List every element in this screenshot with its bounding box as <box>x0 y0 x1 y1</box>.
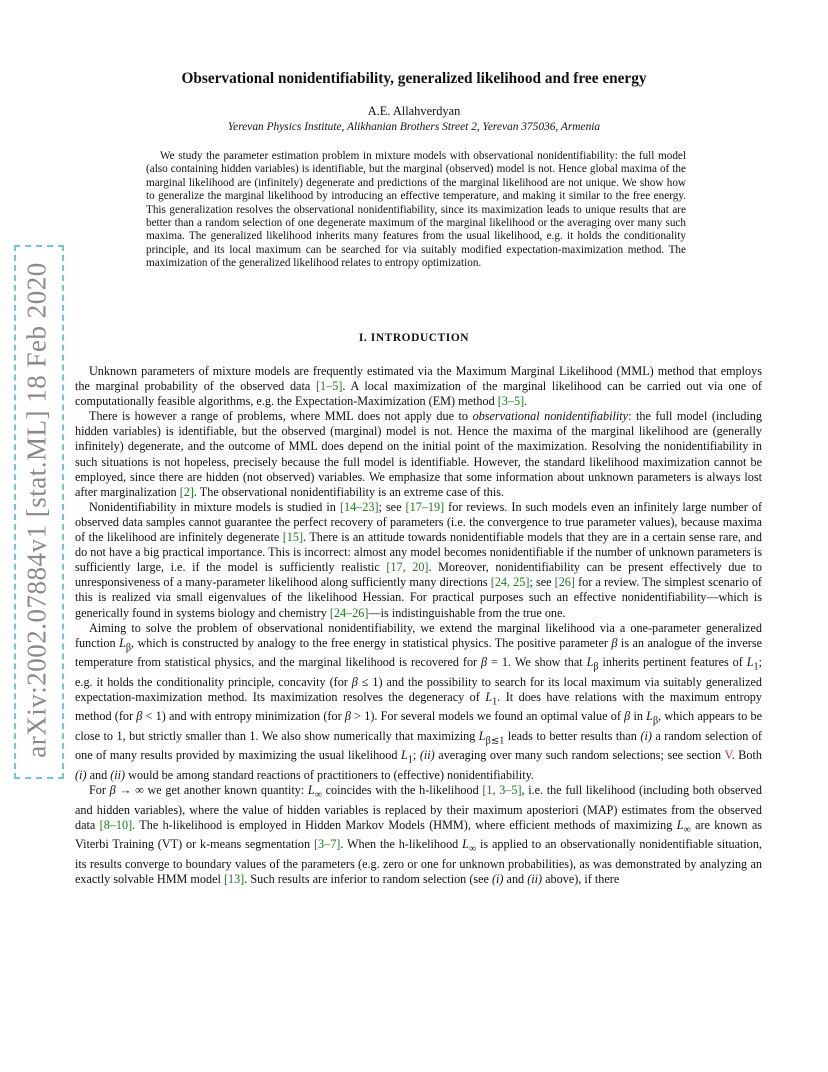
emphasized-text: (i) <box>75 767 87 782</box>
math-subscript: 1 <box>753 661 759 673</box>
emphasized-text: (ii) <box>110 767 126 782</box>
math-subscript: ∞ <box>314 789 322 801</box>
text-run: < 1) and with entropy minimization (for <box>142 709 345 724</box>
citation-link[interactable]: [17–19] <box>405 499 445 514</box>
abstract: We study the parameter estimation problem in mixture models with observational nonidentifiability: the full model (also containing hidden variables) is identifiable, but the marginal (observed) model is not. Hence global maxima of the marginal likelihood are (infinitely) degenerate and predictions of the marginal likelihood are not unique. We show how to generalize the marginal likelihood by introducing an effective temperature, and making it similar to the free energy. This generalization resolves the observational nonidentifiability, since its maximization leads to unique results that are better than a random selection of one degenerate maximum of the marginal likelihood or the averaging over many such maxima. The generalized likelihood inherits many features from the usual likelihood, e.g. it holds the conditionality principle, and its local maximum can be searched for via suitably modified expectation-maximization method. The maximization of the generalized likelihood relates to entropy optimization. <box>146 150 686 270</box>
section-reference-link[interactable]: V <box>724 748 732 763</box>
text-run: averaging over many such random selections; see section <box>434 748 725 763</box>
text-run: → ∞ we get another known quantity: <box>115 783 308 798</box>
emphasized-text: β <box>481 655 488 670</box>
citation-link[interactable]: [1–5] <box>316 379 343 394</box>
math-subscript: β <box>593 661 599 673</box>
text-run: —is indistinguishable from the true one. <box>368 605 566 620</box>
arxiv-identifier: arXiv:2002.07884v1 [stat.ML] 18 Feb 2020 <box>21 262 52 758</box>
text-run: and <box>503 871 528 886</box>
citation-link[interactable]: [15] <box>282 530 304 545</box>
text-run: and <box>86 767 111 782</box>
emphasized-text: (ii) <box>419 748 435 763</box>
citation-link[interactable]: [26] <box>554 575 575 590</box>
emphasized-text: (ii) <box>527 871 543 886</box>
emphasized-text: (i) <box>491 871 504 886</box>
text-run: . Both <box>731 748 762 763</box>
citation-link[interactable]: [24–26] <box>329 605 369 620</box>
text-run: Unknown parameters of mixture models are frequently estimated via the Maximum Marginal Likelihood (MML) method that employs the marginal probability of the observed data <box>75 364 762 394</box>
text-run: = 1. We show that <box>487 655 587 670</box>
text-run: inherits pertinent features of <box>598 655 747 670</box>
emphasized-text: β <box>109 783 116 798</box>
math-subscript: 1 <box>492 696 498 708</box>
citation-link[interactable]: [17, 20] <box>386 560 429 575</box>
text-run: ; see <box>529 575 555 590</box>
text-run: for a review. The simplest scenario of this is realized via small eigenvalues of the likelihood Hessian. For practical purposes such an effective nonidentifiability—which is generically found in systems biology and chemistry <box>75 575 762 620</box>
text-run: Nonidentifiability in mixture models is studied in <box>89 499 340 514</box>
math-subscript: β <box>125 642 132 654</box>
citation-link[interactable]: [1, 3–5] <box>482 783 522 798</box>
emphasized-text: β <box>351 674 358 689</box>
text-run: For <box>89 783 110 798</box>
body-paragraph <box>75 409 762 500</box>
text-run: ; <box>412 748 420 763</box>
section-heading-introduction: I. INTRODUCTION <box>358 332 470 344</box>
text-run: , which appears to be close to 1, but strictly smaller than 1. We also show numerically that maximizing <box>75 709 763 743</box>
text-run: above), if there <box>542 871 620 886</box>
emphasized-text: β <box>136 709 143 724</box>
body-paragraph <box>75 500 762 621</box>
body-paragraph <box>75 783 762 887</box>
math-subscript: ∞ <box>468 843 477 855</box>
text-run: are known as Viterbi Training (VT) or k-means segmentation <box>75 817 762 852</box>
text-run: . Such results are inferior to random selection (see <box>244 871 492 886</box>
emphasized-text: L <box>119 635 126 650</box>
math-subscript: 1 <box>407 754 413 766</box>
emphasized-text: L <box>462 837 469 852</box>
emphasized-text: L <box>307 783 315 798</box>
text-run: ; see <box>378 499 406 514</box>
emphasized-text: observational nonidentifiability <box>472 409 629 424</box>
emphasized-text: (i) <box>640 728 652 743</box>
text-run: is an analogue of the inverse temperature from statistical physics, and the marginal likelihood is recovered for <box>75 635 762 670</box>
body-paragraph <box>75 621 762 783</box>
emphasized-text: L <box>586 655 594 670</box>
author-affiliation: Yerevan Physics Institute, Alikhanian Brothers Street 2, Yerevan 375036, Armenia <box>227 121 601 133</box>
text-run: leads to better results than <box>504 728 641 743</box>
citation-link[interactable]: [3–5] <box>497 394 525 409</box>
text-run: coincides with the h-likelihood <box>321 783 483 798</box>
text-run: Aiming to solve the problem of observational nonidentifiability, we extend the marginal likelihood via a one-parameter generalized function <box>75 620 762 650</box>
math-subscript: ∞ <box>683 824 691 836</box>
text-run: . It does have relations with the maximum entropy method (for <box>75 689 762 724</box>
emphasized-text: β <box>344 709 351 724</box>
text-run: There is however a range of problems, where MML does not apply due to <box>89 409 473 424</box>
text-run: would be among standard reactions of practitioners to (effective) nonidentifiability. <box>125 767 534 782</box>
citation-link[interactable]: [14–23] <box>339 499 379 514</box>
citation-link[interactable]: [8–10] <box>99 817 133 832</box>
emphasized-text: L <box>646 709 653 724</box>
citation-link[interactable]: [24, 25] <box>490 575 530 590</box>
text-run: > 1). For several models we found an optimal value of <box>350 709 625 724</box>
text-run: . <box>524 394 528 409</box>
text-run: ; e.g. it holds the conditionality principle, concavity (for <box>75 655 762 689</box>
author-name: A.E. Allahverdyan <box>367 104 461 118</box>
emphasized-text: β <box>624 709 631 724</box>
math-subscript: β≲1 <box>485 735 505 747</box>
emphasized-text: L <box>746 655 754 670</box>
text-run: . There is an attitude towards nonidentifiable models that they are in a certain sense rare, and do not have a big practical importance. This is incorrect: almost any model becomes nonidentifiable if the number of unknown parameters is sufficiently large, i.e. if the model is sufficiently realistic <box>75 530 763 575</box>
text-run: : the full model (including hidden variables) is identifiable, but the observed (marginal) model is not. Hence the maxima of the marginal likelihood are (generally infinitely) degenerate, and the outcome of MML does depend on the initial point of the maximization. Resolving the nonidentifiability in such situations is not hopeless, precisely because the full model is identifiable. However, the standard likelihood maximization cannot be employed, since there are hidden (not observed) variables. We emphasize that some information about unknown parameters is always lost after marginalization <box>75 409 762 499</box>
math-subscript: β <box>652 715 659 727</box>
text-run: in <box>630 709 647 724</box>
text-run: . The observational nonidentifiability is an extreme case of this. <box>193 484 505 499</box>
text-run: , which is constructed by analogy to the free energy in statistical physics. The positive parameter <box>131 635 612 650</box>
text-run: is applied to an observationally nonidentifiable situation, its results converge to boundary values of the parameters (e.g. zero or one for unknown probabilities), as was demonstrated by analyzing an exactly solvable HMM model <box>75 837 762 886</box>
citation-link[interactable]: [13] <box>223 871 245 886</box>
emphasized-text: β <box>611 635 618 650</box>
text-run: . When the h-likelihood <box>340 837 463 852</box>
emphasized-text: L <box>676 817 684 832</box>
text-run: a random selection of one of many results provided by maximizing the usual likelihood <box>75 728 762 763</box>
text-run: . The h-likelihood is employed in Hidden Markov Models (HMM), where efficient methods of maximizing <box>132 817 677 832</box>
citation-link[interactable]: [3–7] <box>313 837 341 852</box>
citation-link[interactable]: [2] <box>179 484 194 499</box>
introduction-body <box>75 364 762 887</box>
text-run: . A local maximization of the marginal likelihood can be carried out via one of computationally feasible algorithms, e.g. the Expectation-Maximization (EM) method <box>75 379 762 409</box>
text-run: for reviews. In such models even an infinitely large number of observed data samples cannot guarantee the perfect recovery of parameters (i.e. the convergence to true parameter values), because maxima of the likelihood are infinitely degenerate <box>75 499 762 545</box>
body-paragraph <box>75 364 762 409</box>
text-run: , i.e. the full likelihood (including both observed and hidden variables), where the value of hidden variables is replaced by their maximum aposteriori (MAP) estimates from the observed data <box>75 783 763 832</box>
emphasized-text: L <box>401 748 408 763</box>
paper-title: Observational nonidentifiability, generalized likelihood and free energy <box>181 70 647 87</box>
emphasized-text: L <box>478 728 486 743</box>
emphasized-text: L <box>485 689 493 704</box>
text-run: . Moreover, nonidentifiability can be present effectively due to unresponsiveness of a many-parameter likelihood along sufficiently many directions <box>75 560 762 590</box>
text-run: ≤ 1) and the possibility to search for its local maximum via suitably generalized expectation-maximization method. Its maximization resolves the degeneracy of <box>75 674 762 704</box>
